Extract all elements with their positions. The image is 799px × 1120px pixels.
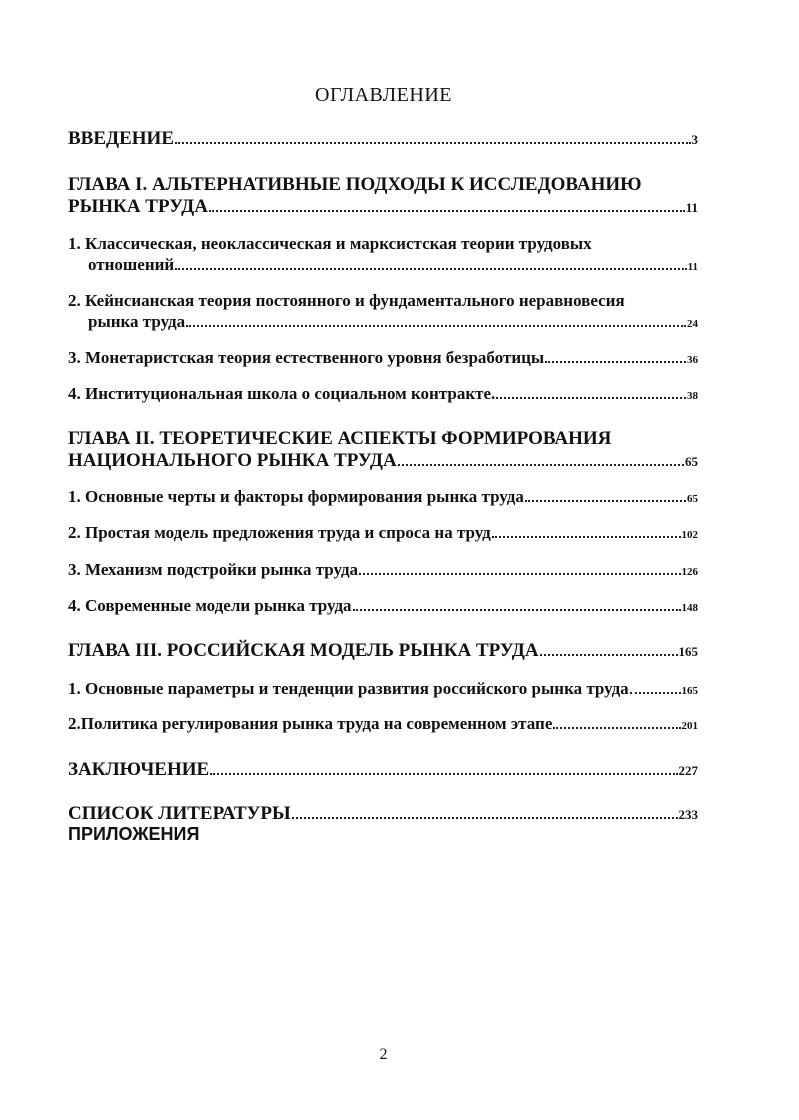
toc-entry-page: 11 (685, 200, 698, 215)
toc-entry-section-3-1[interactable] (68, 679, 698, 699)
toc-entry-page: 227 (678, 763, 698, 778)
toc-entry-label: СПИСОК ЛИТЕРАТУРЫ (68, 803, 291, 824)
toc-entry-page: 148 (681, 602, 698, 614)
leader-dots (540, 654, 678, 656)
toc-entry-chapter-1[interactable] (68, 196, 698, 218)
toc-chapter-2-title: ГЛАВА II. ТЕОРЕТИЧЕСКИЕ АСПЕКТЫ ФОРМИРОВАНИЯ (68, 428, 612, 449)
toc-entry-page: 11 (687, 261, 698, 273)
leader-dots (353, 609, 681, 611)
toc-entry-page: 36 (687, 354, 698, 366)
toc-entry-section-3-2[interactable] (68, 714, 698, 734)
toc-entry-page: 233 (678, 807, 698, 822)
leader-dots (209, 210, 685, 212)
toc-entry-chapter-2[interactable] (68, 450, 698, 472)
toc-entry-page: 165 (678, 644, 698, 659)
toc-entry-page: 3 (691, 132, 698, 147)
toc-entry-label: НАЦИОНАЛЬНОГО РЫНКА ТРУДА (68, 450, 397, 471)
toc-entry-section-1-1[interactable] (88, 255, 698, 275)
toc-entry-label: РЫНКА ТРУДА (68, 196, 208, 217)
leader-dots (175, 268, 686, 270)
toc-entry-label: 4. Современные модели рынка труда (68, 596, 352, 615)
leader-dots (186, 325, 686, 327)
toc-entry-label: ГЛАВА III. РОССИЙСКАЯ МОДЕЛЬ РЫНКА ТРУДА (68, 640, 539, 661)
toc-entry-page: 165 (681, 685, 698, 697)
toc-entry-label: 2.Политика регулирования рынка труда на современном этапе (68, 714, 553, 733)
leader-dots (545, 361, 686, 363)
toc-entry-section-1-2[interactable] (88, 312, 698, 332)
toc-entry-section-1-4[interactable] (68, 384, 698, 404)
leader-dots (359, 573, 680, 575)
toc-entry-label: ЗАКЛЮЧЕНИЕ (68, 759, 210, 780)
toc-entry-section-2-3[interactable] (68, 560, 698, 580)
toc-entry-section-1-3[interactable] (68, 348, 698, 368)
toc-entry-page: 102 (681, 529, 698, 541)
leader-dots (496, 397, 686, 399)
toc-entry-label: 3. Монетаристская теория естественного уровня безработицы (68, 348, 545, 367)
leader-dots (525, 500, 686, 502)
toc-entry-introduction[interactable] (68, 128, 698, 150)
toc-entry-label: ВВЕДЕНИЕ (68, 128, 174, 149)
leader-dots (553, 727, 680, 729)
toc-entry-section-2-1[interactable] (68, 487, 698, 507)
toc-section-1-1-title: 1. Классическая, неоклассическая и марксистская теории трудовых (68, 234, 592, 253)
toc-entry-page: 65 (687, 493, 698, 505)
toc-entry-section-2-4[interactable] (68, 596, 698, 616)
toc-entry-label: 2. Простая модель предложения труда и спроса на труд (68, 523, 491, 542)
leader-dots (492, 536, 681, 538)
leader-dots (292, 817, 678, 819)
page-title: ОГЛАВЛЕНИЕ (315, 84, 452, 106)
toc-entry-label: 4. Институциональная школа о социальном контракте. (68, 384, 496, 403)
leader-dots (398, 464, 684, 466)
toc-entry-section-2-2[interactable] (68, 523, 698, 543)
leader-dots (210, 773, 677, 775)
toc-entry-label: рынка труда (88, 312, 186, 331)
toc-entry-conclusion[interactable] (68, 759, 698, 781)
toc-entry-page: 24 (687, 318, 698, 330)
toc-entry-page: 38 (687, 390, 698, 402)
toc-entry-label: 3. Механизм подстройки рынка труда (68, 560, 359, 579)
toc-entry-page: 201 (681, 720, 698, 732)
leader-dots (630, 692, 681, 694)
toc-entry-chapter-3[interactable] (68, 640, 698, 662)
toc-entry-label: отношений (88, 255, 175, 274)
toc-entry-bibliography[interactable] (68, 803, 698, 825)
toc-entry-page: 65 (685, 454, 698, 469)
toc-chapter-1-title: ГЛАВА I. АЛЬТЕРНАТИВНЫЕ ПОДХОДЫ К ИССЛЕДОВАНИЮ (68, 174, 642, 195)
toc-entry-appendix[interactable]: ПРИЛОЖЕНИЯ (68, 824, 200, 844)
leader-dots (175, 142, 691, 144)
toc-entry-page: 126 (681, 566, 698, 578)
toc-entry-label: 1. Основные черты и факторы формирования рынка труда (68, 487, 524, 506)
page-number: 2 (379, 1046, 388, 1063)
toc-section-1-2-title: 2. Кейнсианская теория постоянного и фундаментального неравновесия (68, 291, 625, 310)
toc-entry-label: 1. Основные параметры и тенденции развития российского рынка труда (68, 679, 629, 698)
